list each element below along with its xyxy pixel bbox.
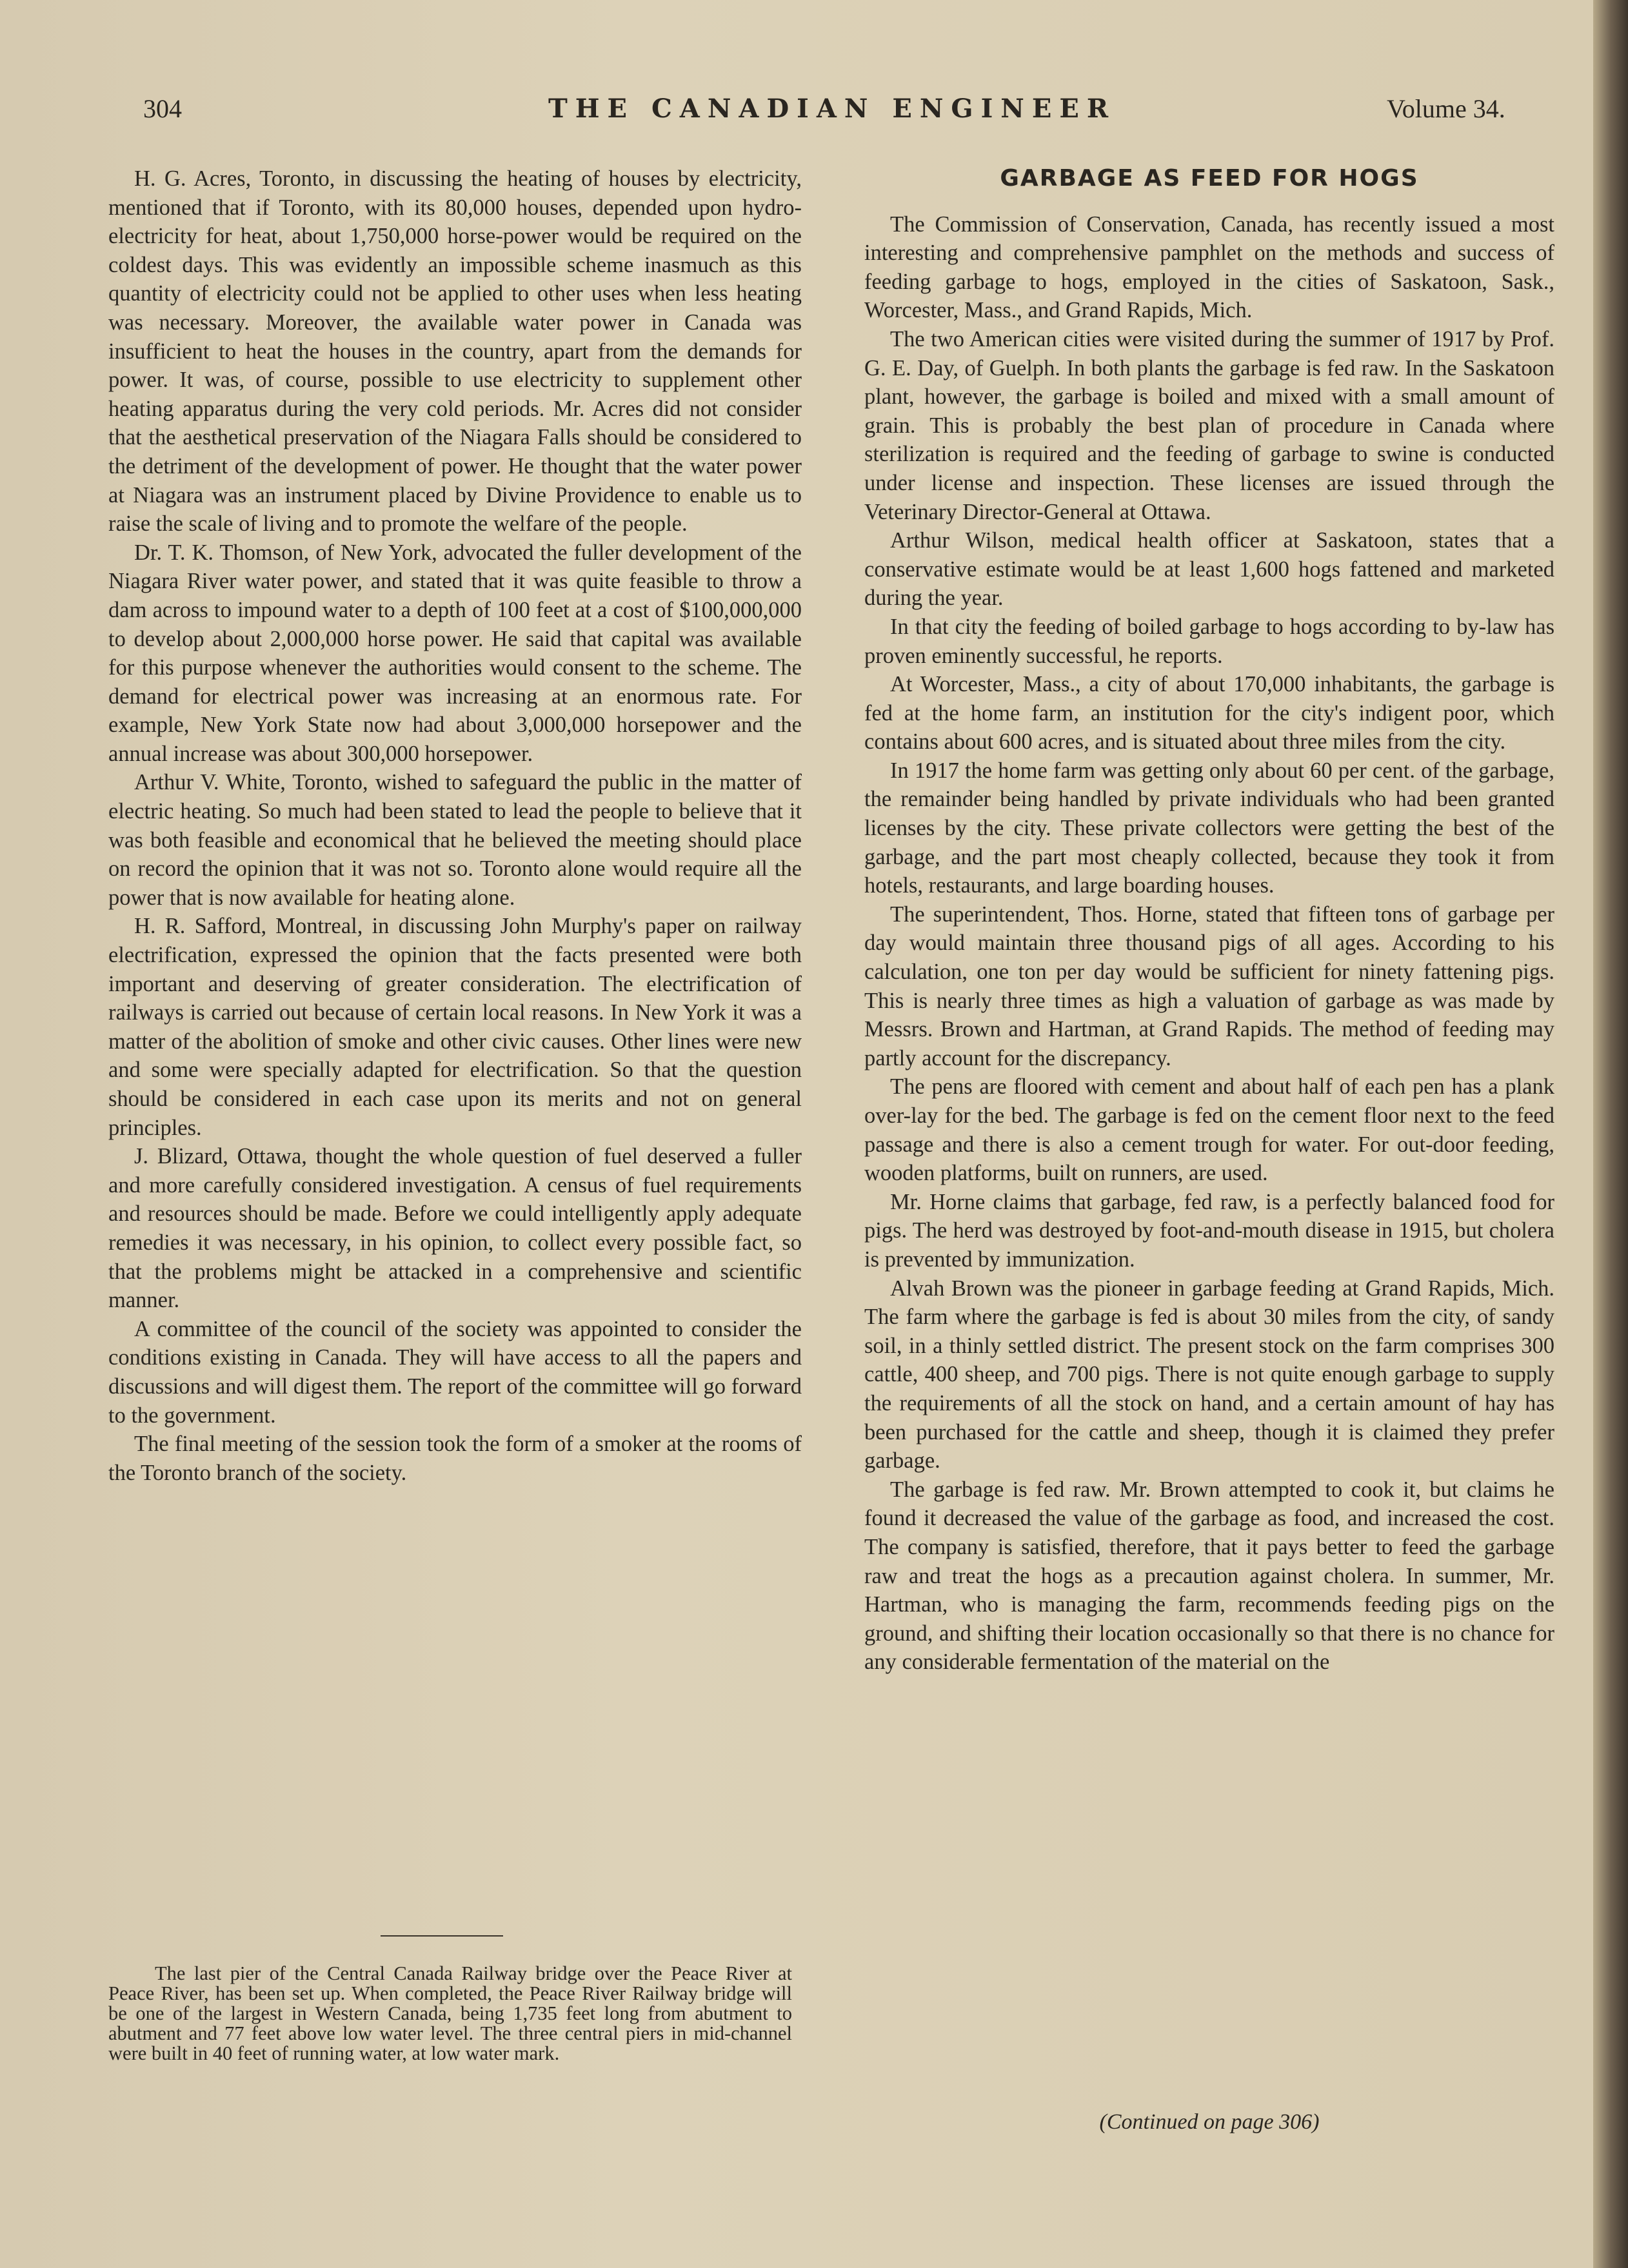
paragraph: A committee of the council of the society was appointed to consider the conditions existing in Canada. They will have access to all the papers and discussions and will digest them. The report of the committee will go forward to the government. [108, 1316, 802, 1428]
paragraph: The garbage is fed raw. Mr. Brown attempted to cook it, but claims he found it decreased the value of the garbage as food, and increased the cost. The company is satisfied, therefore, that it pays better to feed the garbage raw and treat the hogs as a precaution against cholera. In summer, Mr. Hartman, who is managing the farm, recommends feeding pigs on the ground, and shifting their location occasionally so that there is no chance for any considerable fermentation of the material on the [864, 1477, 1554, 1675]
page-number: 304 [143, 94, 182, 123]
right-column [864, 164, 1554, 1677]
paragraph: Arthur Wilson, medical health officer at Saskatoon, states that a conservative estimate would be at least 1,600 hogs fattened and marketed during the year. [864, 528, 1554, 611]
paragraph: The final meeting of the session took the form of a smoker at the rooms of the Toronto branch of the society. [108, 1432, 802, 1485]
paragraph: The pens are floored with cement and about half of each pen has a plank over-lay for the bed. The garbage is fed on the cement floor next to the feed passage and there is also a cement trough for water. For out-door feeding, wooden platforms, built on runners, are used. [864, 1074, 1554, 1186]
paragraph: H. R. Safford, Montreal, in discussing John Murphy's paper on railway electrification, expressed the opinion that the facts presented were both important and deserving of greater consideration. The electrification of railways is carried out because of certain local reasons. In New York it was a matter of the abolition of smoke and other civic causes. Other lines were new and some were specially adapted for electrification. So that the question should be considered in each case upon its merits and not on general principles. [108, 914, 802, 1140]
paragraph: Alvah Brown was the pioneer in garbage feeding at Grand Rapids, Mich. The farm where the garbage is fed is about 30 miles from the city, of sandy soil, in a thinly settled district. The present stock on the farm comprises 300 cattle, 400 sheep, and 700 pigs. There is not quite enough garbage to supply the requirements of all the stock on hand, and a certain amount of hay has been purchased for the cattle and sheep, though it is claimed they prefer garbage. [864, 1276, 1554, 1474]
section-divider [381, 1935, 503, 1937]
book-spine [1593, 0, 1628, 2268]
paragraph: At Worcester, Mass., a city of about 170,000 inhabitants, the garbage is fed at the home farm, an institution for the city's indigent poor, which contains about 600 acres, and is situated about three miles from the city. [864, 672, 1554, 754]
paragraph: H. G. Acres, Toronto, in discussing the heating of houses by electricity, mentioned that if Toronto, with its 80,000 houses, depended upon hydro-electricity for heat, about 1,750,000 horse-power would be required on the coldest days. This was evidently an impossible scheme inasmuch as this quantity of electricity could not be applied to other uses when less heating was necessary. Moreover, the available water power in Canada was insufficient to heat the houses in the country, apart from the demands for power. It was, of course, possible to use electricity to supplement other heating apparatus during the very cold periods. Mr. Acres did not consider that the aesthetical preservation of the Niagara Falls should be considered to the detriment of the development of power. He thought that the water power at Niagara was an instrument placed by Divine Providence to enable us to raise the scale of living and to promote the welfare of the people. [108, 166, 802, 537]
paragraph: The superintendent, Thos. Horne, stated that fifteen tons of garbage per day would maintain three thousand pigs of all ages. According to his calculation, one ton per day would be sufficient for ninety fattening pigs. This is nearly three times as high a valuation of garbage as was made by Messrs. Brown and Hartman, at Grand Rapids. The method of feeding may partly account for the discrepancy. [864, 902, 1554, 1070]
paragraph: Mr. Horne claims that garbage, fed raw, is a perfectly balanced food for pigs. The herd was destroyed by foot-and-mouth disease in 1915, but cholera is prevented by immunization. [864, 1189, 1554, 1272]
paragraph: In that city the feeding of boiled garbage to hogs according to by-law has proven eminently successful, he reports. [864, 614, 1554, 668]
paragraph: In 1917 the home farm was getting only about 60 per cent. of the garbage, the remainder being handled by private individuals who had been granted licenses by the city. These private collectors were getting the best of the garbage, and the part most cheaply collected, because they took it from hotels, restaurants, and large boarding houses. [864, 758, 1554, 898]
paragraph: J. Blizard, Ottawa, thought the whole question of fuel deserved a fuller and more carefully considered investigation. A census of fuel requirements and resources should be made. Before we could intelligently apply adequate remedies it was necessary, in his opinion, to collect every possible fact, so that the problems might be attacked in a comprehensive and scientific manner. [108, 1144, 802, 1313]
news-note [108, 1964, 792, 2064]
volume-label: Volume 34. [1387, 94, 1505, 123]
journal-title: THE CANADIAN ENGINEER [548, 94, 1117, 124]
left-column [108, 164, 802, 1487]
continued-note: (Continued on page 306) [1099, 2110, 1320, 2134]
page-header [0, 94, 1593, 132]
paragraph: The Commission of Conservation, Canada, has recently issued a most interesting and comprehensive pamphlet on the methods and success of feeding garbage to hogs, employed in the cities of Saskatoon, Sask., Worcester, Mass., and Grand Rapids, Mich. [864, 212, 1554, 323]
paragraph: Dr. T. K. Thomson, of New York, advocated the fuller development of the Niagara River water power, and stated that it was quite feasible to throw a dam across to impound water to a depth of 100 feet at a cost of $100,000,000 to develop about 2,000,000 horse power. He said that capital was available for this purpose whenever the authorities would consent to the scheme. The demand for electrical power was increasing at an enormous rate. For example, New York State now had about 3,000,000 horsepower and the annual increase was about 300,000 horsepower. [108, 540, 802, 766]
article-title: GARBAGE AS FEED FOR HOGS [1000, 165, 1419, 192]
note-text: The last pier of the Central Canada Railway bridge over the Peace River at Peace River, has been set up. When completed, the Peace River Railway bridge will be one of the largest in Western Canada, being 1,735 feet long from abutment to abutment and 77 feet above low water level. The three central piers in mid-channel were built in 40 feet of running water, at low water mark. [108, 1962, 792, 2064]
paragraph: The two American cities were visited during the summer of 1917 by Prof. G. E. Day, of Guelph. In both plants the garbage is fed raw. In the Saskatoon plant, however, the garbage is boiled and mixed with a small amount of grain. This is probably the best plan of procedure in Canada where sterilization is required and the feeding of garbage to swine is conducted under license and inspection. These licenses are issued through the Veterinary Director-General at Ottawa. [864, 326, 1554, 524]
paragraph: Arthur V. White, Toronto, wished to safeguard the public in the matter of electric heating. So much had been stated to lead the people to believe that it was both feasible and economical that he believed the meeting should place on record the opinion that it was not so. Toronto alone would require all the power that is now available for heating alone. [108, 770, 802, 910]
